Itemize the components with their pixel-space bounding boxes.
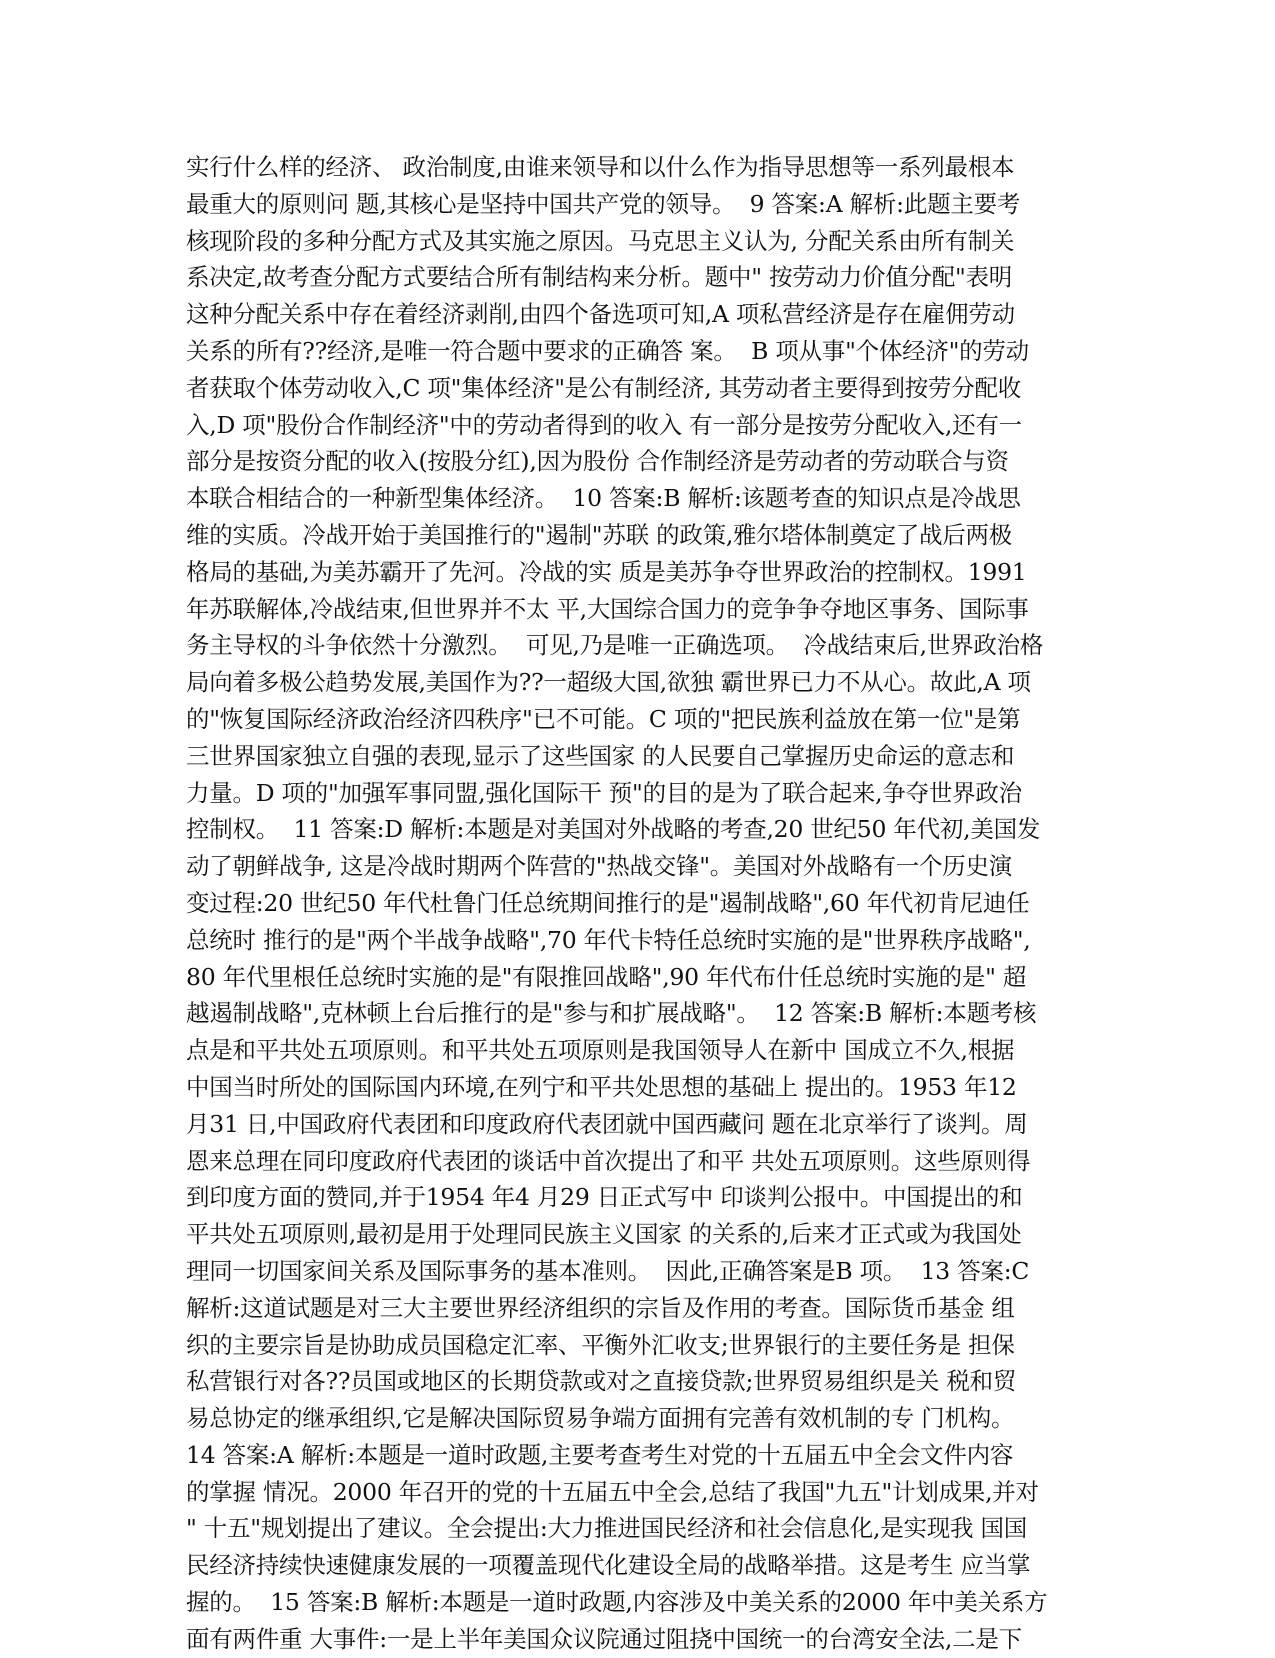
text-line: 平共处五项原则,最初是用于处理同民族主义国家 的关系的,后来才正式或为我国处 bbox=[186, 1220, 1022, 1249]
text-line: 点是和平共处五项原则。和平共处五项原则是我国领导人在新中 国成立不久,根据 bbox=[186, 1036, 1015, 1065]
text-line: 的"恢复国际经济政治经济四秩序"已不可能。C 项的"把民族利益放在第一位"是第 bbox=[186, 704, 1021, 733]
text-line: 解析:这道试题是对三大主要世界经济组织的宗旨及作用的考查。国际货币基金 组 bbox=[186, 1293, 1015, 1322]
text-line: 部分是按资分配的收入(按股分红),因为股份 合作制经济是劳动者的劳动联合与资 bbox=[186, 447, 1009, 476]
text-line: 控制权。 11 答案:D 解析:本题是对美国对外战略的考查,20 世纪50 年代初,美国发 bbox=[186, 815, 1041, 844]
text-line: 动了朝鲜战争, 这是冷战时期两个阵营的"热战交锋"。美国对外战略有一个历史演 bbox=[186, 852, 1013, 881]
text-line: 变过程:20 世纪50 年代杜鲁门任总统期间推行的是"遏制战略",60 年代初肯尼迪任 bbox=[186, 888, 1030, 917]
text-line: 80 年代里根任总统时实施的是"有限推回战略",90 年代布什任总统时实施的是" 超 bbox=[186, 962, 1027, 991]
text-line: 织的主要宗旨是协助成员国稳定汇率、平衡外汇收支;世界银行的主要任务是 担保 bbox=[186, 1330, 1015, 1359]
text-line: " 十五"规划提出了建议。全会提出:大力推进国民经济和社会信息化,是实现我 国国 bbox=[186, 1514, 1027, 1543]
text-line: 14 答案:A 解析:本题是一道时政题,主要考查考生对党的十五届五中全会文件内容 bbox=[186, 1440, 1014, 1469]
text-line: 力量。D 项的"加强军事同盟,强化国际干 预"的目的是为了联合起来,争夺世界政治 bbox=[186, 778, 1022, 807]
text-line: 越遏制战略",克林顿上台后推行的是"参与和扩展战略"。 12 答案:B 解析:本题考核 bbox=[186, 999, 1037, 1028]
text-line: 面有两件重 大事件:一是上半年美国众议院通过阻挠中国统一的台湾安全法,二是下 bbox=[186, 1624, 1022, 1653]
text-line: 核现阶段的多种分配方式及其实施之原因。马克思主义认为, 分配关系由所有制关 bbox=[186, 226, 1015, 255]
text-line: 本联合相结合的一种新型集体经济。 10 答案:B 解析:该题考查的知识点是冷战思 bbox=[186, 484, 1021, 513]
text-line: 月31 日,中国政府代表团和印度政府代表团就中国西藏问 题在北京举行了谈判。周 bbox=[186, 1109, 1028, 1138]
text-line: 中国当时所处的国际国内环境,在列宁和平共处思想的基础上 提出的。1953 年12 bbox=[186, 1072, 1017, 1101]
text-line: 民经济持续快速健康发展的一项覆盖现代化建设全局的战略举措。这是考生 应当掌 bbox=[186, 1551, 1031, 1580]
text-line: 理同一切国家间关系及国际事务的基本准则。 因此,正确答案是B 项。 13 答案:C bbox=[186, 1256, 1030, 1285]
text-line: 系决定,故考查分配方式要结合所有制结构来分析。题中" 按劳动力价值分配"表明 bbox=[186, 263, 1013, 292]
text-line: 关系的所有??经济,是唯一符合题中要求的正确答 案。 B 项从事"个体经济"的劳动 bbox=[186, 336, 1029, 365]
text-line: 易总协定的继承组织,它是解决国际贸易争端方面拥有完善有效机制的专 门机构。 bbox=[186, 1404, 1015, 1433]
text-line: 私营银行对各??员国或地区的长期贷款或对之直接贷款;世界贸易组织是关 税和贸 bbox=[186, 1367, 1017, 1396]
text-line: 维的实质。冷战开始于美国推行的"遏制"苏联 的政策,雅尔塔体制奠定了战后两极 bbox=[186, 520, 1013, 549]
text-line: 到印度方面的赞同,并于1954 年4 月29 日正式写中 印谈判公报中。中国提出的和 bbox=[186, 1183, 1023, 1212]
text-line: 年苏联解体,冷战结束,但世界并不太 平,大国综合国力的竞争争夺地区事务、国际事 bbox=[186, 594, 1029, 623]
text-line: 局向着多极公趋势发展,美国作为??一超级大国,欲独 霸世界已力不从心。故此,A 项 bbox=[186, 668, 1031, 697]
text-line: 握的。 15 答案:B 解析:本题是一道时政题,内容涉及中美关系的2000 年中美关系方 bbox=[186, 1588, 1048, 1617]
text-line: 者获取个体劳动收入,C 项"集体经济"是公有制经济, 其劳动者主要得到按劳分配收 bbox=[186, 373, 1021, 402]
body-text bbox=[186, 149, 1106, 1658]
text-line: 务主导权的斗争依然十分激烈。 可见,乃是唯一正确选项。 冷战结束后,世界政治格 bbox=[186, 631, 1044, 660]
text-line: 这种分配关系中存在着经济剥削,由四个备选项可知,A 项私营经济是存在雇佣劳动 bbox=[186, 300, 1015, 329]
text-line: 实行什么样的经济、 政治制度,由谁来领导和以什么作为指导思想等一系列最根本 bbox=[186, 153, 1015, 181]
text-line: 入,D 项"股份合作制经济"中的劳动者得到的收入 有一部分是按劳分配收入,还有一 bbox=[186, 410, 1022, 439]
text-line: 格局的基础,为美苏霸开了先河。冷战的实 质是美苏争夺世界政治的控制权。1991 bbox=[186, 557, 1027, 586]
text-line: 总统时 推行的是"两个半战争战略",70 年代卡特任总统时实施的是"世界秩序战略", bbox=[186, 925, 1031, 954]
text-line: 的掌握 情况。2000 年召开的党的十五届五中全会,总结了我国"九五"计划成果,并对 bbox=[186, 1477, 1039, 1506]
text-line: 恩来总理在同印度政府代表团的谈话中首次提出了和平 共处五项原则。这些原则得 bbox=[186, 1146, 1031, 1175]
text-line: 最重大的原则问 题,其核心是坚持中国共产党的领导。 9 答案:A 解析:此题主要考 bbox=[186, 189, 1021, 218]
text-line: 三世界国家独立自强的表现,显示了这些国家 的人民要自己掌握历史命运的意志和 bbox=[186, 741, 1015, 770]
